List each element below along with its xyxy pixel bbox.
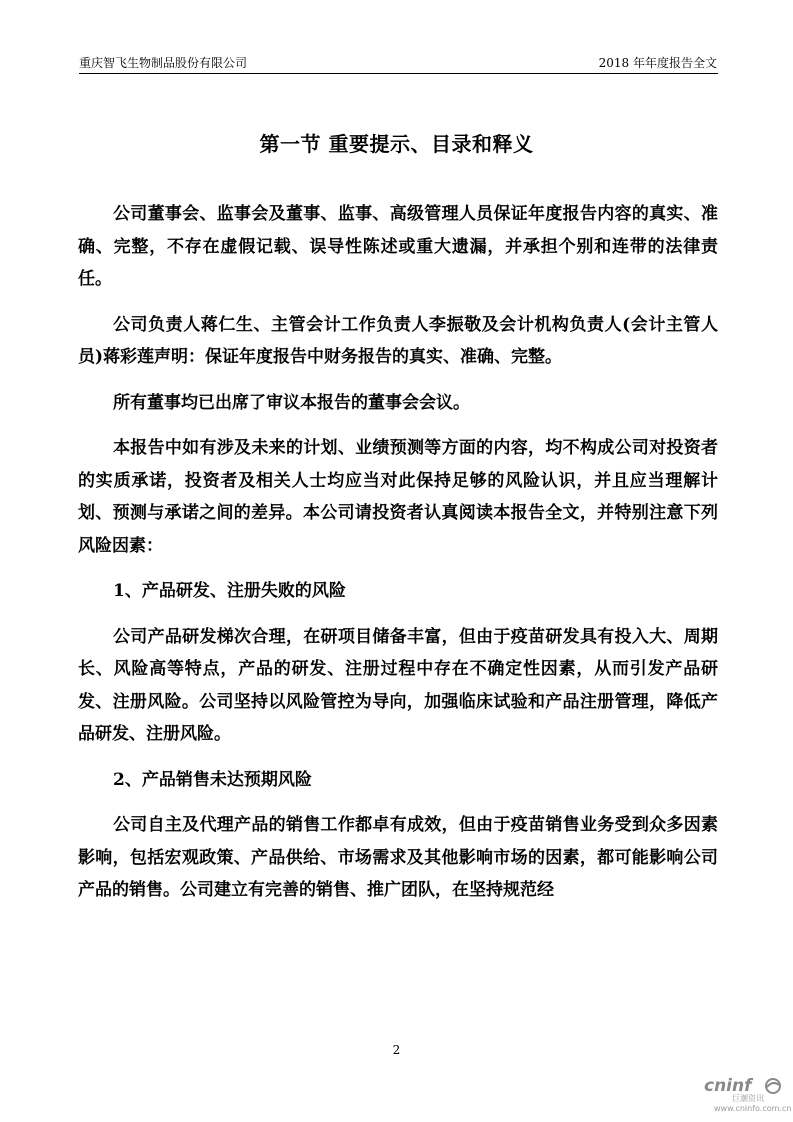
- paragraph-risk-rd: 公司产品研发梯次合理，在研项目储备丰富，但由于疫苗研发具有投入大、周期长、风险高等特点，产品的研发、注册过程中存在不确定性因素，从而引发产品研发、注册风险。公司坚持以风险管控为导向，加强临床试验和产品注册管理，降低产品研发、注册风险。: [78, 626, 718, 744]
- watermark-brand-cn: 巨潮资讯: [732, 1094, 764, 1103]
- header-company-name: 重庆智飞生物制品股份有限公司: [79, 56, 248, 70]
- body-text: [78, 198, 718, 907]
- header-report-title: 2018 年年度报告全文: [598, 56, 717, 70]
- risk-heading-rd: 1、产品研发、注册失败的风险: [113, 581, 346, 601]
- paragraph-officer-declaration: 公司负责人蒋仁生、主管会计工作负责人李振敬及会计机构负责人(会计主管人员)蒋彩莲声明：保证年度报告中财务报告的真实、准确、完整。: [78, 314, 718, 367]
- page-number: 2: [392, 1043, 401, 1057]
- risk-heading-sales: 2、产品销售未达预期风险: [113, 769, 312, 790]
- header-divider: [79, 73, 718, 74]
- paragraph-risk-sales: 公司自主及代理产品的销售工作都卓有成效，但由于疫苗销售业务受到众多因素影响，包括宏观政策、产品供给、市场需求及其他影响市场的因素，都可能影响公司产品的销售。公司建立有完善的销售、推广团队，在坚持规范经: [78, 815, 718, 900]
- section-title: 第一节 重要提示、目录和释义: [259, 132, 534, 156]
- paragraph-forward-looking: 本报告中如有涉及未来的计划、业绩预测等方面的内容，均不构成公司对投资者的实质承诺，投资者及相关人士均应当对此保持足够的风险认识，并且应当理解计划、预测与承诺之间的差异。本公司请投资者认真阅读本报告全文，并特别注意下列风险因素：: [78, 438, 718, 556]
- cninfo-logo-icon: [762, 1078, 784, 1094]
- watermark-url: www.cninfo.com.cn: [714, 1104, 792, 1113]
- paragraph-board-guarantee: 公司董事会、监事会及董事、监事、高级管理人员保证年度报告内容的真实、准确、完整，不存在虚假记载、误导性陈述或重大遗漏，并承担个别和连带的法律责任。: [78, 204, 718, 289]
- cninfo-watermark: [700, 1076, 792, 1116]
- watermark-brand: cninf: [704, 1076, 752, 1096]
- paragraph-board-attendance: 所有董事均已出席了审议本报告的董事会会议。: [113, 392, 470, 413]
